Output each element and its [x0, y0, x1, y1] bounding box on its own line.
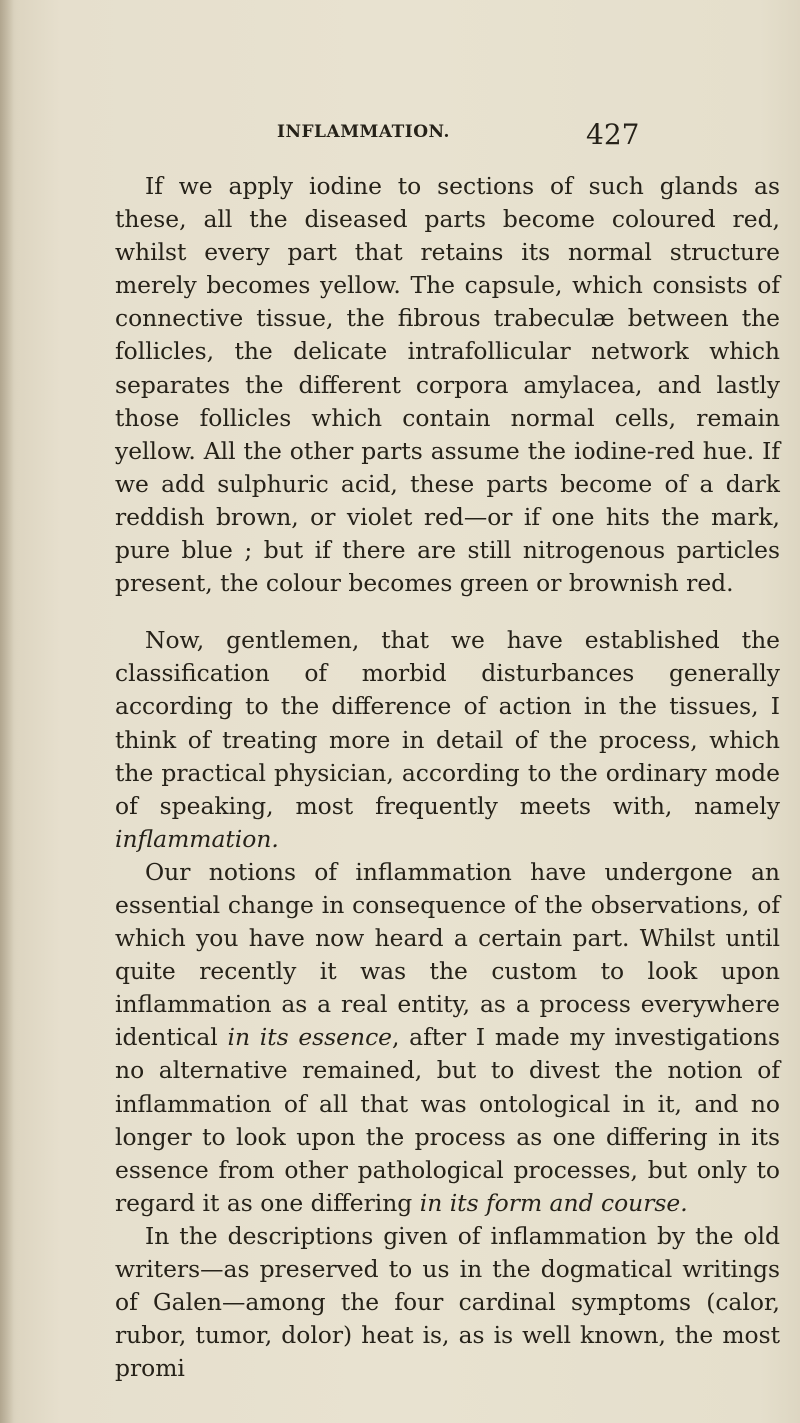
body-text — [115, 170, 780, 1385]
paragraph-3-italic-b: in its form and course. — [419, 1188, 688, 1217]
paragraph-3-italic-a: in its essence — [227, 1023, 393, 1052]
paragraph-1 — [115, 170, 780, 600]
page-header — [0, 118, 800, 158]
paragraph-3-text-a: Our notions of inflammation have undergone an essential change in consequence of the observations, of which you have now heard a certain part. Whilst until quite recently it was the custom to look upon inflammation as a real entity, as a process everywhere identical — [115, 857, 780, 1052]
running-title: INFLAMMATION. — [277, 122, 450, 142]
paragraph-2-text: Now, gentlemen, that we have established the classification of morbid disturbances generally according to the difference of action in the tissues, I think of treating more in detail of the process, which the practical physician, according to the ordinary mode of speaking, most frequently meets with, namely — [115, 626, 780, 820]
paragraph-3 — [115, 856, 780, 1220]
paragraph-4 — [115, 1220, 780, 1385]
paragraph-2 — [115, 624, 780, 856]
page-number: 427 — [586, 118, 640, 151]
paragraph-3-text-b: , after I made my investigations no alternative remained, but to divest the notion of inflammation of all that was ontological in it, and no longer to look upon the process as one differing in its essence from other pathological processes, but only to regard it as one differing — [115, 1023, 780, 1217]
paragraph-4-text: In the descriptions given of inflammation by the old writers—as preserved to us in the dogmatical writings of Galen—among the four cardinal symptoms (calor, rubor, tumor, dolor) heat is, as is well known, the most promi — [115, 1221, 780, 1383]
paragraph-1-text: If we apply iodine to sections of such glands as these, all the diseased parts become coloured red, whilst every part that retains its normal structure merely becomes yellow. The capsule, which consists of connective tissue, the fibrous trabeculæ between the follicles, the delicate intrafollicular network which separates the different corpora amylacea, and lastly those follicles which contain normal cells, remain yellow. All the other parts assume the iodine-red hue. If we add sulphuric acid, these parts become of a dark reddish brown, or violet red—or if one hits the mark, pure blue ; but if there are still nitrogenous particles present, the colour becomes green or brownish red. — [115, 172, 780, 598]
paragraph-2-italic: inflammation. — [115, 824, 279, 853]
spine-shadow — [0, 0, 14, 1423]
